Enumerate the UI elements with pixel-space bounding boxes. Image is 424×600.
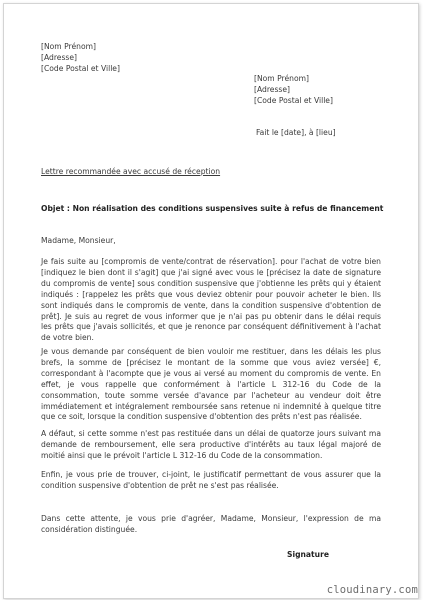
recipient-address: [Adresse] [254, 84, 291, 94]
signature: Signature [287, 550, 329, 559]
letter-subject: Objet : Non réalisation des conditions suspensives suite à refus de financement [41, 204, 384, 213]
recipient-city: [Code Postal et Ville] [254, 95, 333, 105]
sender-address: [Adresse] [41, 52, 78, 62]
registered-mail-notice: Lettre recommandée avec accusé de réception [41, 167, 221, 176]
paragraph-interest-warning: A défaut, si cette somme n'est pas restituée dans un délai de quatorze jours suivant ma demande de remboursement, elle sera productive d'intérêts au taux légal majoré de moitié ainsi que le prévoit l'article L 312-16 du Code de la consommation. [41, 429, 381, 460]
paragraph-closing: Dans cette attente, je vous prie d'agréer, Madame, Monsieur, l'expression de ma considération distinguée. [41, 514, 381, 534]
sender-block [41, 42, 120, 75]
letter-page [3, 3, 419, 599]
paragraph-refund-request: Je vous demande par conséquent de bien vouloir me restituer, dans les délais les plus brefs, la somme de [précisez le montant de la somme que vous aviez versée] €, correspondant à l'acompte que je vous ai versé au moment du compromis de vente. En effet, je vous rappelle que conformément à l'article L 312-16 du Code de la consommation, toute somme versée d'avance par l'acheteur au vendeur doit être immédiatement et intégralement remboursée sans retenue ni indemnité à quelque titre que ce soit, lorsque la condition suspensive d'obtention des prêts n'est pas réalisée. [41, 347, 381, 422]
sender-city: [Code Postal et Ville] [41, 63, 120, 73]
recipient-block [254, 74, 333, 107]
paragraph-attachment: Enfin, je vous prie de trouver, ci-joint, le justificatif permettant de vous assurer que la condition suspensive d'obtention de prêt ne s'est pas réalisée. [41, 470, 381, 490]
recipient-name: [Nom Prénom] [254, 74, 309, 83]
watermark: cloudinary.com [326, 584, 418, 596]
place-date: Fait le [date], à [lieu] [256, 128, 336, 137]
paragraph-request-context: Je fais suite au [compromis de vente/contrat de réservation]. pour l'achat de votre bien [indiquez le bien dont il s'agit] que j'ai signé avec vous le [précisez la date de signature du compromis de vente] sous condition suspensive que j'obtienne les prêts qui y étaient indiqués : [rappelez les prêts que vous deviez obtenir pour pouvoir acheter le bien. Ils sont indiqués dans le compromis de vente, dans la condition suspensive d'obtention de prêt]. Je suis au regret de vous informer que je n'ai pas pu obtenir dans le délai requis les prêts que j'avais sollicités, et que je renonce par conséquent définitivement à l'achat de votre bien. [41, 257, 381, 343]
salutation: Madame, Monsieur, [41, 236, 116, 245]
sender-name: [Nom Prénom] [41, 42, 96, 51]
